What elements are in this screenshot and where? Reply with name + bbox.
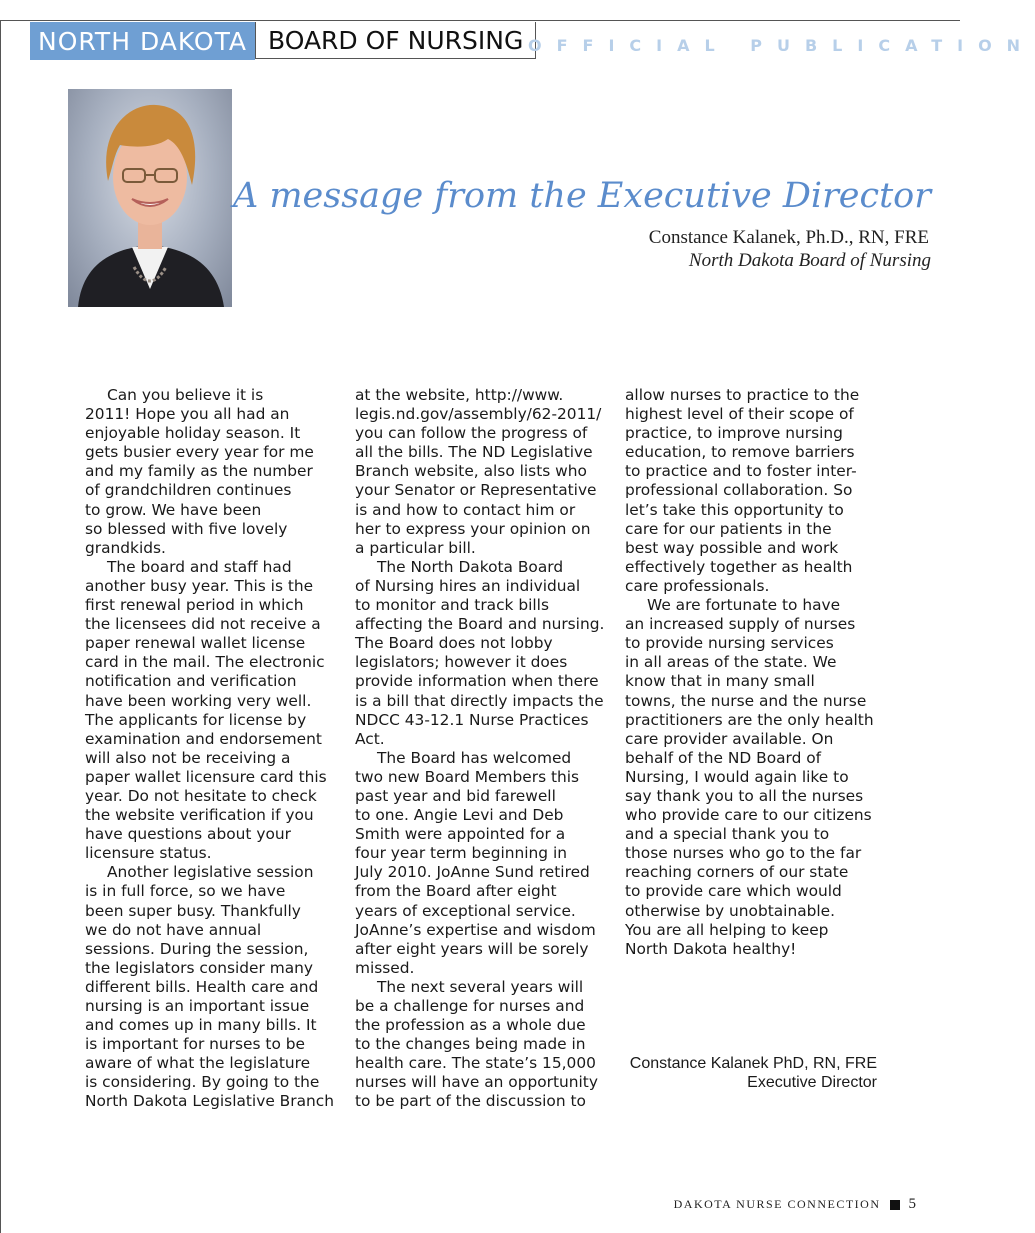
text-line: affecting the Board and nursing. [355,615,605,634]
text-line: North Dakota healthy! [625,939,797,958]
text-line: highest level of their scope of [625,405,854,424]
text-line: nursing is an important issue [85,997,310,1015]
text-line: The board and staff had [107,557,292,576]
text-line: best way possible and work [625,538,839,557]
text-line: nurses will have an opportunity [355,1073,598,1092]
text-line: practitioners are the only health [625,710,874,729]
page-number: 5 [908,1196,916,1212]
text-line: different bills. Health care and [85,977,319,996]
text-line: all the bills. The ND Legislative [355,443,593,462]
text-line: let’s take this opportunity to [625,500,844,519]
text-line: her to express your opinion on [355,519,591,538]
text-line: Nursing, I would again like to [625,767,849,786]
text-line: so blessed with five lovely [85,519,288,538]
text-line: education, to remove barriers [625,443,855,462]
text-line: professional collaboration. So [625,481,853,500]
text-line: first renewal period in which [85,596,304,615]
text-line: The Board does not lobby [355,634,553,653]
text-line: provide information when there [355,672,599,691]
text-line: NDCC 43-12.1 Nurse Practices [355,710,589,729]
page-footer [674,1196,916,1213]
text-line: allow nurses to practice to the [625,386,860,404]
text-line: sessions. During the session, [85,939,309,958]
text-line: July 2010. JoAnne Sund retired [355,863,590,882]
page-left-rule [0,20,1,1233]
text-line: we do not have annual [85,920,262,939]
text-line: The applicants for license by [85,710,307,729]
text-line: another busy year. This is the [85,576,314,595]
article-column-1 [85,386,337,1112]
text-line: know that in many small [625,672,815,691]
text-line: legislators; however it does [355,653,568,672]
page-top-rule [0,20,960,21]
text-line: towns, the nurse and the nurse [625,691,867,710]
text-line: Can you believe it is [107,386,264,404]
text-line: years of exceptional service. [355,901,576,920]
text-line: The North Dakota Board [377,557,564,576]
text-line: and comes up in many bills. It [85,1016,317,1035]
text-line: We are fortunate to have [647,596,841,615]
text-line: enjoyable holiday season. It [85,424,301,443]
text-line: have been working very well. [85,691,312,710]
author-organization: North Dakota Board of Nursing [688,250,931,271]
text-line: those nurses who go to the far [625,844,862,863]
text-line: Another legislative session [107,863,314,882]
text-line: The next several years will [377,977,584,996]
text-line: and my family as the number [85,462,313,481]
text-line: effectively together as health [625,557,853,576]
text-line: aware of what the legislature [85,1054,311,1073]
text-line: The Board has welcomed [377,748,572,767]
text-line: to one. Angie Levi and Deb [355,806,564,825]
text-line: is considering. By going to the [85,1073,320,1092]
text-line: licensure status. [85,844,212,863]
text-line: the profession as a whole due [355,1016,586,1035]
text-line: to practice and to foster inter- [625,462,857,481]
text-line: of Nursing hires an individual [355,576,581,595]
text-line: North Dakota Legislative Branch [85,1092,334,1111]
text-line: who provide care to our citizens [625,806,872,825]
text-line: to the changes being made in [355,1035,586,1054]
author-name: Constance Kalanek, Ph.D., RN, FRE [648,227,929,248]
text-line: paper renewal wallet license [85,634,306,653]
text-line: a particular bill. [355,538,476,557]
text-line: from the Board after eight [355,882,557,901]
signature-name: Constance Kalanek PhD, RN, FRE [629,1055,877,1072]
portrait-illustration [68,89,232,307]
text-line: otherwise by unobtainable. [625,901,836,920]
text-line: to provide care which would [625,882,842,901]
article-title: A message from the Executive Director [232,176,931,216]
text-line: care for our patients in the [625,519,832,538]
text-line: 2011! Hope you all had an [85,405,290,424]
text-line: your Senator or Representative [355,481,597,500]
text-line: the licensees did not receive a [85,615,321,634]
text-line: gets busier every year for me [85,443,314,462]
text-line: notification and verification [85,672,297,691]
text-line: paper wallet licensure card this [85,767,327,786]
text-line: an increased supply of nurses [625,615,856,634]
text-line: and a special thank you to [625,825,830,844]
signature-title: Executive Director [747,1074,877,1091]
text-line: been super busy. Thankfully [85,901,301,920]
text-line: is a bill that directly impacts the [355,691,604,710]
text-line: card in the mail. The electronic [85,653,325,672]
text-line: will also not be receiving a [85,748,291,767]
masthead-tagline: OFFICIAL PUBLICATION [528,36,1035,55]
text-line: to monitor and track bills [355,596,549,615]
text-line: you can follow the progress of [355,424,588,443]
text-line: missed. [355,958,415,977]
text-line: have questions about your [85,825,291,844]
text-line: health care. The state’s 15,000 [355,1054,596,1073]
text-line: past year and bid farewell [355,786,556,805]
text-line: to provide nursing services [625,634,834,653]
text-line: legis.nd.gov/assembly/62-2011/ [355,405,602,424]
text-line: is important for nurses to be [85,1035,305,1054]
text-line: two new Board Members this [355,767,580,786]
text-line: after eight years will be sorely [355,939,589,958]
text-line: is and how to contact him or [355,500,576,519]
text-line: Act. [355,729,385,748]
text-line: the website verification if you [85,806,314,825]
text-line: four year term beginning in [355,844,567,863]
masthead-state: NORTH DAKOTA [30,22,255,60]
masthead-board: BOARD OF NURSING [255,22,536,59]
text-line: the legislators consider many [85,958,314,977]
text-line: Smith were appointed for a [355,825,566,844]
text-line: behalf of the ND Board of [625,748,822,767]
text-line: in all areas of the state. We [625,653,837,672]
text-line: of grandchildren continues [85,481,292,500]
text-line: year. Do not hesitate to check [85,786,317,805]
text-line: care professionals. [625,576,770,595]
text-line: be a challenge for nurses and [355,997,585,1015]
text-line: to be part of the discussion to [355,1092,586,1111]
text-line: say thank you to all the nurses [625,786,864,805]
text-line: examination and endorsement [85,729,322,748]
article-column-2 [355,386,607,1112]
text-line: is in full force, so we have [85,882,286,901]
text-line: You are all helping to keep [625,920,829,939]
author-portrait [68,89,232,307]
text-line: reaching corners of our state [625,863,849,882]
text-line: Branch website, also lists who [355,462,587,481]
masthead [30,22,536,60]
text-line: JoAnne’s expertise and wisdom [355,920,596,939]
footer-publication: DAKOTA NURSE CONNECTION [673,1197,881,1211]
text-line: at the website, http://www. [355,386,564,404]
text-line: to grow. We have been [85,500,262,519]
text-line: grandkids. [85,538,166,557]
text-line: practice, to improve nursing [625,424,843,443]
footer-square-icon [890,1200,900,1210]
article-column-3 [625,386,877,959]
text-line: care provider available. On [625,729,834,748]
